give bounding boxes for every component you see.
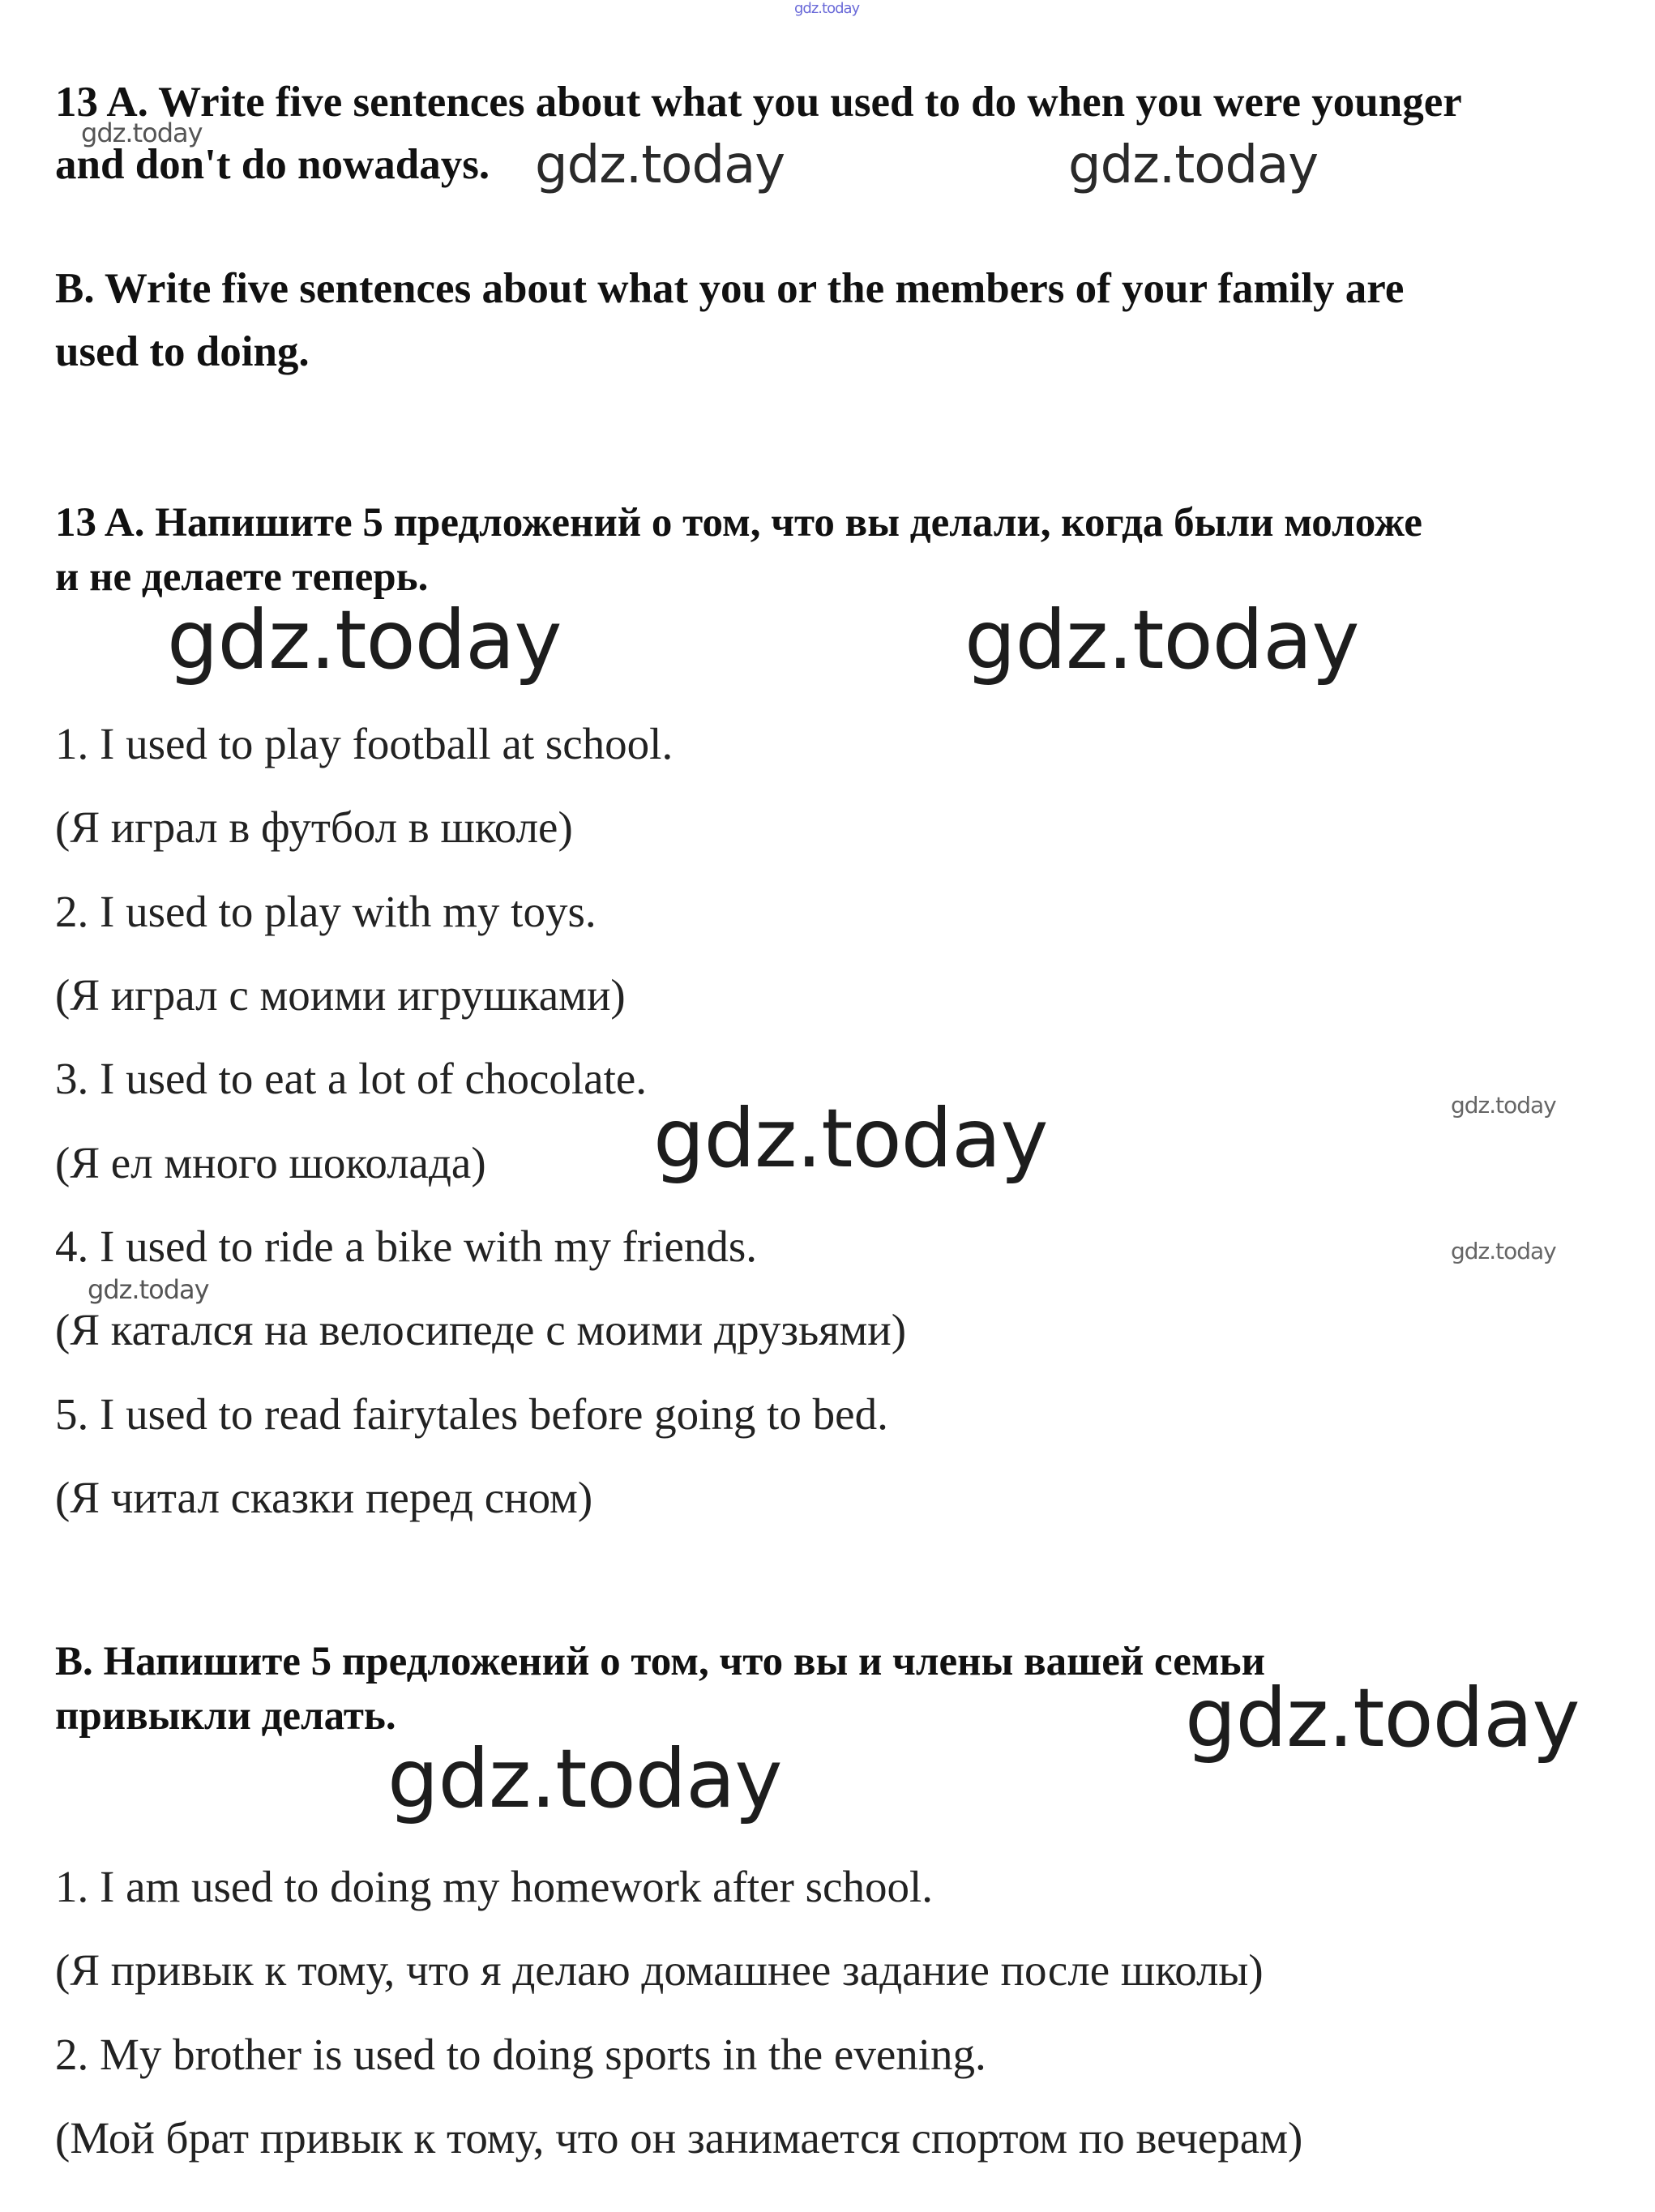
answer-a-5-en: 5. I used to read fairytales before going to bed. <box>55 1389 888 1439</box>
answer-a-1-en: 1. I used to play football at school. <box>55 719 674 768</box>
answer-b-2-en: 2. My brother is used to doing sports in the evening. <box>55 2030 986 2079</box>
watermark-large: gdz.today <box>167 593 562 687</box>
watermark-large: gdz.today <box>653 1091 1048 1186</box>
answer-a-4-en: 4. I used to ride a bike with my friends. <box>55 1222 758 1271</box>
answer-b-1-ru: (Я привык к тому, что я делаю домашнее задание после школы) <box>55 1945 1264 1995</box>
answer-a-3-ru: (Я ел много шоколада) <box>55 1138 486 1187</box>
answer-b-1-en: 1. I am used to doing my homework after school. <box>55 1862 933 1911</box>
watermark-small: gdz.today <box>1451 1092 1556 1119</box>
task-b-heading-ru-line2: привыкли делать. <box>55 1693 396 1739</box>
watermark-small: gdz.today <box>1451 1238 1556 1264</box>
task-a-heading-en-line2: and don't do nowadays. <box>55 141 490 188</box>
answer-a-2-en: 2. I used to play with my toys. <box>55 887 597 936</box>
watermark-small: gdz.today <box>81 118 203 148</box>
answer-a-3-en: 3. I used to eat a lot of chocolate. <box>55 1054 648 1103</box>
answer-a-4-ru: (Я катался на велосипеде с моими друзьями) <box>55 1305 907 1354</box>
watermark-top: gdz.today <box>794 0 860 17</box>
task-a-heading-ru-line2: и не делаете теперь. <box>55 554 429 600</box>
watermark-large: gdz.today <box>387 1731 782 1826</box>
answer-a-5-ru: (Я читал сказки перед сном) <box>55 1473 593 1522</box>
task-b-heading-ru-line1: B. Напишите 5 предложений о том, что вы и члены вашей семьи <box>55 1639 1265 1684</box>
task-b-heading-en-line2: used to doing. <box>55 328 310 375</box>
watermark-small: gdz.today <box>88 1274 209 1305</box>
answer-a-1-ru: (Я играл в футбол в школе) <box>55 802 573 852</box>
watermark-large: gdz.today <box>1185 1671 1580 1765</box>
watermark-large: gdz.today <box>964 593 1359 687</box>
watermark-medium: gdz.today <box>535 135 785 195</box>
task-b-heading-en-line1: B. Write five sentences about what you or the members of your family are <box>55 265 1405 312</box>
task-a-heading-en-line1: 13 A. Write five sentences about what you used to do when you were younger <box>55 79 1462 126</box>
answer-a-2-ru: (Я играл с моими игрушками) <box>55 970 626 1020</box>
task-a-heading-ru-line1: 13 A. Напишите 5 предложений о том, что вы делали, когда были моложе <box>55 500 1422 546</box>
answer-b-2-ru: (Мой брат привык к тому, что он занимается спортом по вечерам) <box>55 2113 1303 2163</box>
watermark-medium: gdz.today <box>1068 135 1319 195</box>
